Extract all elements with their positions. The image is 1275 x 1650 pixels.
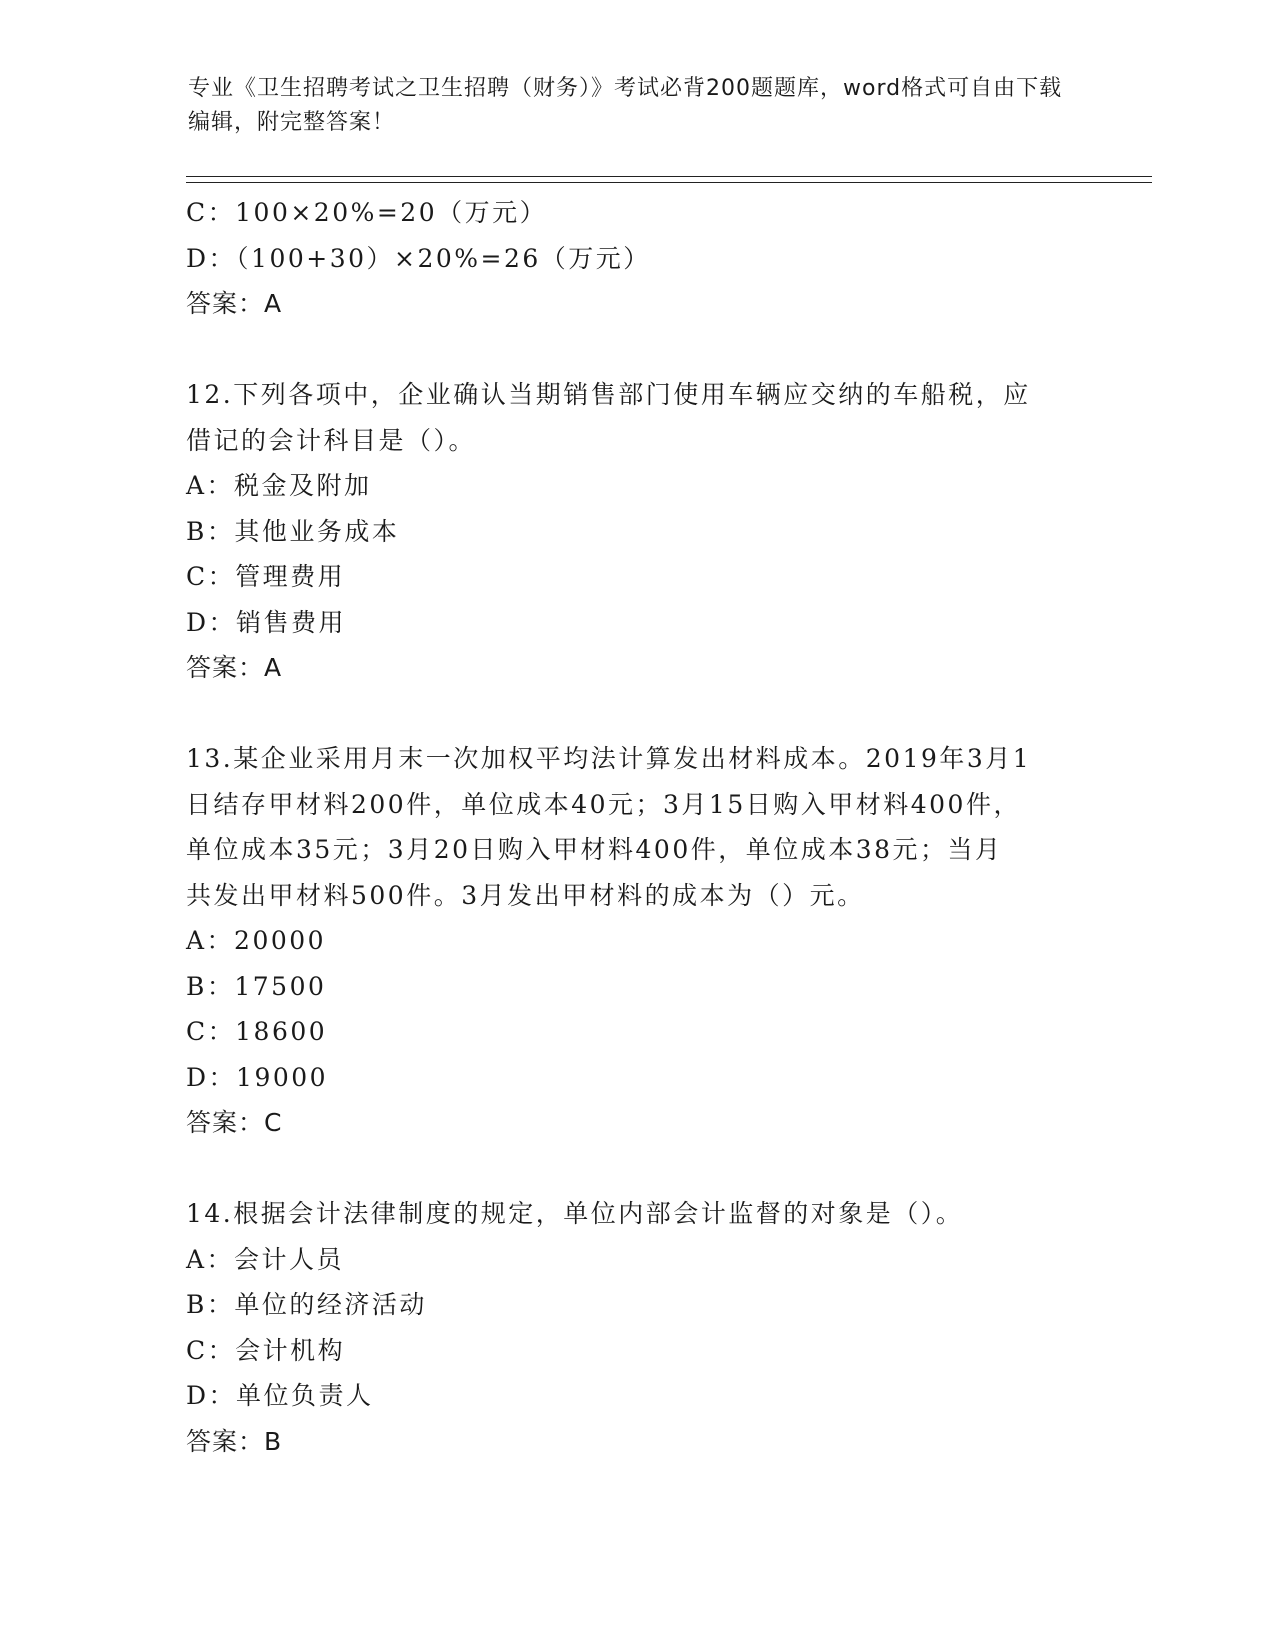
spacer (186, 327, 1086, 373)
question-stem: 13.某企业采用月末一次加权平均法计算发出材料成本。2019年3月1 (186, 744, 1032, 773)
option-line: C：18600 (186, 1017, 328, 1046)
option-line: B：17500 (186, 971, 327, 1001)
question-content (186, 190, 1086, 1464)
option-line: D：（100+30）×20%=26（万元） (186, 243, 651, 273)
option-line: C：会计机构 (186, 1335, 346, 1365)
option-line: D：销售费用 (186, 607, 347, 637)
question-stem: 借记的会计科目是（）。 (186, 425, 477, 455)
option-line: C：100×20%=20（万元） (186, 198, 548, 227)
option-line: A：税金及附加 (186, 471, 372, 500)
option-line: A：20000 (186, 926, 327, 955)
page-header: 专业《卫生招聘考试之卫生招聘（财务）》考试必背200题题库，word格式可自由下载编辑，附完整答案！ (188, 76, 1063, 135)
option-line: A：会计人员 (186, 1244, 345, 1274)
option-line: D：单位负责人 (186, 1381, 374, 1410)
option-line: B：其他业务成本 (186, 516, 400, 546)
header-rule-bottom (186, 182, 1152, 183)
answer-line: 答案：A (186, 289, 283, 318)
option-line: D：19000 (186, 1062, 329, 1092)
spacer (186, 1146, 1086, 1192)
answer-line: 答案：C (186, 1108, 283, 1137)
question-stem: 14.根据会计法律制度的规定，单位内部会计监督的对象是（）。 (186, 1199, 964, 1228)
question-stem: 单位成本35元；3月20日购入甲材料400件，单位成本38元；当月 (186, 835, 1003, 864)
question-stem: 日结存甲材料200件，单位成本40元；3月15日购入甲材料400件， (186, 789, 1021, 819)
header-rule-top (186, 176, 1152, 177)
answer-line: 答案：B (186, 1426, 283, 1456)
question-stem: 12.下列各项中，企业确认当期销售部门使用车辆应交纳的车船税，应 (186, 380, 1031, 409)
answer-line: 答案：A (186, 653, 283, 682)
question-stem: 共发出甲材料500件。3月发出甲材料的成本为（）元。 (186, 880, 865, 910)
option-line: C：管理费用 (186, 562, 346, 591)
option-line: B：单位的经济活动 (186, 1290, 427, 1319)
spacer (186, 691, 1086, 737)
